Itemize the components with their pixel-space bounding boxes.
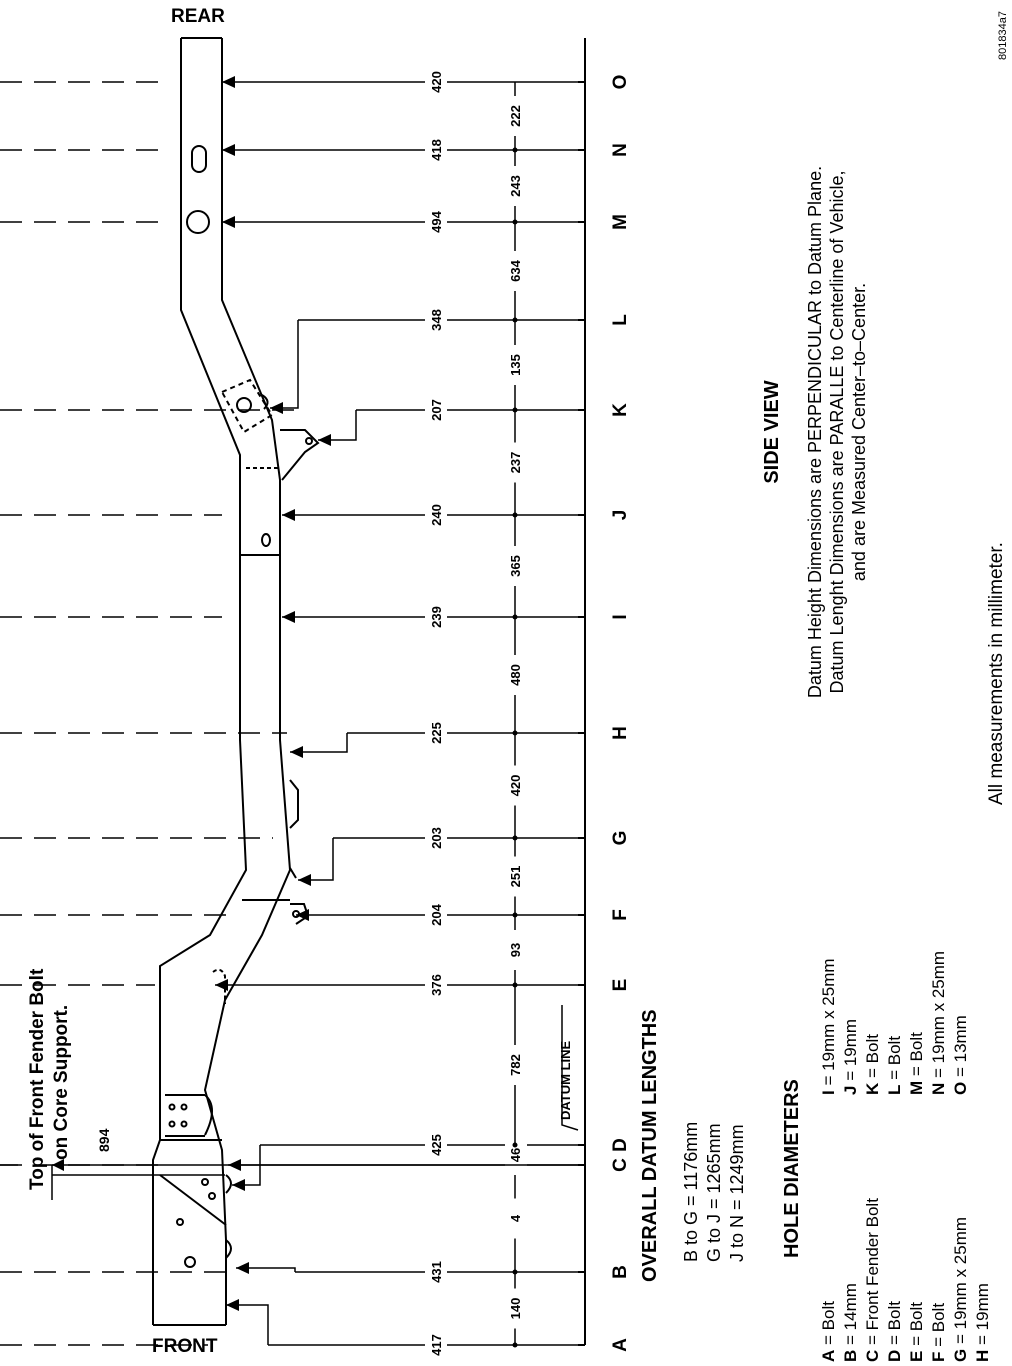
front-label: FRONT [152, 1336, 218, 1357]
station-j-height: 240 [429, 504, 444, 526]
spacing-node [513, 1143, 518, 1148]
station-l-arrow [270, 402, 283, 414]
hole-diameter-entry [841, 1019, 860, 1095]
hole-value: = Bolt [929, 1302, 948, 1352]
station-letter-a: A [610, 1338, 631, 1352]
station-j-arrow [282, 509, 295, 521]
rear-label: REAR [171, 6, 225, 27]
spacing-node [513, 1270, 518, 1275]
hole-diameters-title: HOLE DIAMETERS [781, 1079, 803, 1258]
spacing-label: 365 [508, 555, 523, 577]
side-view-line: Datum Height Dimensions are PERPENDICULAR to Datum Plane. [805, 165, 825, 699]
spacing-node [513, 731, 518, 736]
station-o-arrow [222, 76, 235, 88]
hole-value: = Front Fender Bolt [863, 1198, 882, 1350]
side-view-title: SIDE VIEW [761, 380, 783, 484]
station-letter-n: N [610, 143, 631, 157]
station-letter-k: K [610, 403, 631, 417]
station-o-height: 420 [429, 71, 444, 93]
station-g-arrow [298, 874, 311, 886]
hole-key: J [841, 1085, 860, 1095]
station-letter-i: I [610, 614, 631, 620]
station-letter-b: B [610, 1265, 631, 1279]
station-letter-g: G [610, 830, 631, 846]
hole-key: L [885, 1084, 904, 1095]
hole-value: = Bolt [863, 1034, 882, 1083]
hole-key: I [819, 1090, 838, 1095]
hole-diameter-entry [951, 1217, 970, 1362]
station-letter-f: F [610, 909, 631, 921]
station-k-height: 207 [429, 399, 444, 421]
side-view-line: Datum Lenght Dimensions are PARALLE to Centerline of Vehicle, [827, 170, 847, 694]
height-dimensions [0, 64, 585, 1363]
overall-datum-item: J to N = 1249mm [727, 1124, 747, 1262]
station-n-arrow [222, 144, 235, 156]
hole-value: = 13mm [951, 1015, 970, 1082]
fender-bolt-note-line2: on Core Support. [51, 1004, 72, 1160]
spacing-label: 237 [508, 451, 523, 474]
station-d-height: 425 [429, 1134, 444, 1156]
station-letter-c: C [610, 1158, 631, 1172]
station-l-height: 348 [429, 309, 444, 331]
hole-value: = 19mm [973, 1283, 992, 1350]
station-m-arrow [222, 216, 235, 228]
spacing-dimensions [505, 82, 527, 1348]
station-h-height: 225 [429, 722, 444, 744]
station-e-height: 376 [429, 974, 444, 996]
hole-key: F [929, 1351, 948, 1362]
spacing-label: 243 [508, 175, 523, 197]
hole-diameter-entry [885, 1036, 904, 1095]
hole-key: E [907, 1350, 926, 1362]
hole-diameter-entry [863, 1198, 882, 1362]
spacing-label: 93 [508, 942, 523, 958]
spacing-node [513, 615, 518, 620]
station-a-height: 417 [429, 1334, 444, 1356]
station-letter-d: D [610, 1138, 631, 1152]
station-h-arrow [290, 746, 303, 758]
spacing-label: 634 [508, 260, 523, 282]
fender-height-callout [0, 1165, 585, 1200]
station-l-jog [270, 320, 298, 408]
frame-rail-drawing [153, 38, 318, 1325]
hole-value: = Bolt [885, 1035, 904, 1085]
spacing-label: 251 [508, 865, 523, 888]
spacing-node [513, 408, 518, 413]
spacing-label: 4 [508, 1214, 523, 1223]
hole-value: = Bolt [885, 1301, 904, 1350]
station-f-height: 204 [429, 904, 444, 926]
overall-datum-title: OVERALL DATUM LENGTHS [639, 1009, 661, 1282]
hole-diameter-entry [907, 1302, 926, 1362]
fender-bolt-note-line1: Top of Front Fender Bolt [27, 968, 48, 1190]
station-g-jog [298, 838, 333, 880]
hole-diameter-entry [863, 1034, 882, 1095]
hole-diameter-entry [951, 1015, 970, 1095]
station-k-arrow [318, 434, 331, 446]
spacing-node [513, 836, 518, 841]
station-b-height: 431 [429, 1261, 444, 1283]
hole-key: H [973, 1349, 992, 1362]
station-k-jog [318, 410, 356, 440]
datum-line-label: DATUM LINE [558, 1040, 573, 1120]
hole-diameter-entry [819, 1301, 838, 1362]
hole-value: = 14mm [841, 1283, 860, 1350]
spacing-label: 140 [508, 1297, 523, 1320]
station-a-arrow [226, 1299, 239, 1311]
hole-diameter-entry [973, 1283, 992, 1362]
hole-key: B [841, 1349, 860, 1362]
spacing-node [513, 983, 518, 988]
hole-key: M [907, 1080, 926, 1095]
spacing-node [513, 318, 518, 323]
hole-key: C [863, 1349, 882, 1362]
spacing-label: 135 [508, 354, 523, 376]
side-view-line: and are Measured Center–to–Center. [849, 282, 869, 582]
spacing-label: 222 [508, 105, 523, 127]
overall-datum-item: G to J = 1265mm [704, 1123, 724, 1262]
spacing-node [513, 220, 518, 225]
spacing-label: 782 [508, 1054, 523, 1076]
station-letters [610, 75, 631, 1352]
hole-key: K [863, 1082, 882, 1095]
hole-diameter-entry [929, 1303, 948, 1362]
hole-diameters-col2 [819, 951, 970, 1095]
station-a-jog [226, 1305, 268, 1345]
spacing-node [513, 513, 518, 518]
hole-diameter-entry [885, 1301, 904, 1362]
station-letter-j: J [610, 509, 631, 521]
hole-value: = 19mm [841, 1018, 860, 1086]
hole-diameter-entry [929, 951, 948, 1095]
hole-value: = 19mm x 25mm [951, 1216, 970, 1349]
station-i-height: 239 [429, 606, 444, 628]
spacing-label: 46 [508, 1147, 523, 1163]
spacing-label: 480 [508, 664, 523, 686]
spacing-label: 420 [508, 774, 523, 797]
overall-datum-item: B to G = 1176mm [681, 1121, 701, 1262]
hole-diameter-entry [907, 1032, 926, 1095]
station-n-height: 418 [429, 139, 444, 161]
spacing-node [513, 1343, 518, 1348]
station-letter-l: L [610, 314, 631, 326]
hole-diameter-entry [819, 958, 838, 1095]
hole-value: = Bolt [907, 1032, 926, 1081]
hole-value: = Bolt [819, 1301, 838, 1350]
station-e-arrow [215, 979, 228, 991]
fender-height-value: 894 [96, 1128, 112, 1152]
station-i-arrow [282, 611, 295, 623]
station-letter-e: E [610, 978, 631, 992]
station-letter-m: M [610, 214, 631, 230]
station-m-height: 494 [429, 211, 444, 233]
hole-key: O [951, 1081, 970, 1095]
hole-key: G [951, 1348, 970, 1362]
measurement-note: All measurements in millimeter. [986, 542, 1007, 805]
hole-key: A [819, 1349, 838, 1362]
hole-key: D [885, 1349, 904, 1362]
hole-value: = 19mm x 25mm [819, 958, 838, 1091]
spacing-node [513, 913, 518, 918]
hole-value: = Bolt [907, 1301, 926, 1351]
station-letter-h: H [610, 726, 631, 740]
hole-diameter-entry [841, 1283, 860, 1362]
station-b-arrow [236, 1262, 249, 1274]
station-letter-o: O [610, 74, 631, 90]
hole-key: N [929, 1082, 948, 1095]
hole-value: = 19mm x 25mm [929, 950, 948, 1083]
station-g-height: 203 [429, 827, 444, 849]
figure-id: 801834a7 [997, 11, 1009, 60]
hole-diameters-col1 [819, 1198, 992, 1362]
station-d-arrow [232, 1179, 245, 1191]
spacing-node [513, 148, 518, 153]
